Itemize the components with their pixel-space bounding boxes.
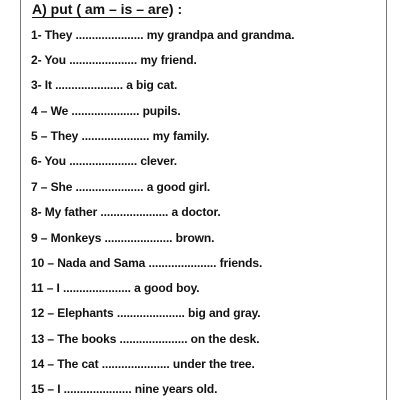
exercise-item-10: 10 – Nada and Sama ..................... friends. <box>31 256 263 270</box>
exercise-item-15: 15 – I ..................... nine years old. <box>31 382 218 396</box>
exercise-item-7: 7 – She ..................... a good girl. <box>31 180 211 194</box>
exercise-item-2: 2- You ..................... my friend. <box>31 53 197 67</box>
exercise-item-12: 12 – Elephants ..................... big and gray. <box>31 306 261 320</box>
exercise-heading: A) put ( am – is – are) : <box>32 1 183 17</box>
exercise-item-1: 1- They ..................... my grandpa and grandma. <box>31 28 295 42</box>
page-border-left <box>20 0 21 400</box>
exercise-item-14: 14 – The cat ..................... under the tree. <box>31 357 255 371</box>
exercise-item-8: 8- My father ..................... a doctor. <box>31 205 221 219</box>
exercise-item-6: 6- You ..................... clever. <box>31 154 178 168</box>
exercise-item-9: 9 – Monkeys ..................... brown. <box>31 231 215 245</box>
page-border-right <box>386 0 387 400</box>
heading-underline <box>32 17 167 18</box>
exercise-item-5: 5 – They ..................... my family. <box>31 129 210 143</box>
exercise-item-3: 3- It ..................... a big cat. <box>31 78 178 92</box>
exercise-item-13: 13 – The books ..................... on the desk. <box>31 332 260 346</box>
exercise-item-11: 11 – I ..................... a good boy. <box>31 281 200 295</box>
exercise-item-4: 4 – We ..................... pupils. <box>31 104 181 118</box>
